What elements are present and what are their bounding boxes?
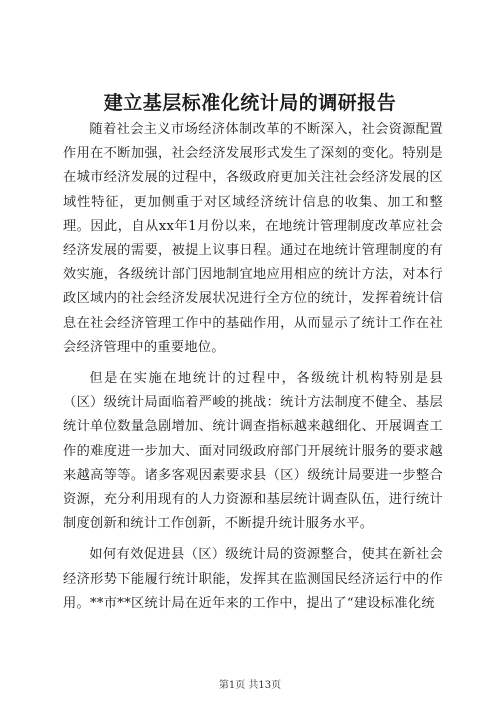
paragraph-2: 但是在实施在地统计的过程中，各级统计机构特别是县（区）级统计局面临着严峻的挑战：统计方法制度不健全、基层统计单位数量急剧增加、统计调查指标越来越细化、开展调查工作的难度进一步加大、面对同级政府部门开展统计服务的要求越来越高等等。诸多客观因素要求县（区）级统计局要进一步整合资源，充分利用现有的人力资源和基层统计调查队伍，进行统计制度创新和统计工作创新，不断提升统计服务水平。 [63, 371, 443, 532]
page-number-footer: 第1页 共13页 [218, 680, 282, 691]
paragraph-3: 如何有效促进县（区）级统计局的资源整合，使其在新社会经济形势下能履行统计职能，发挥其在监测国民经济运行中的作用。**市**区统计局在近年来的工作中，提出了“建设标准化统 [63, 547, 443, 611]
document-title: 建立基层标准化统计局的调研报告 [103, 92, 397, 114]
paragraph-1: 随着社会主义市场经济体制改革的不断深入，社会资源配置作用在不断加强，社会经济发展形式发生了深刻的变化。特别是在城市经济发展的过程中，各级政府更加关注社会经济发展的区域性特征，更加侧重于对区域经济统计信息的收集、加工和整理。因此，自从xx年1月份以来，在地统计管理制度改革应社会经济发展的需要，被提上议事日程。通过在地统计管理制度的有效实施，各级统计部门因地制宜地应用相应的统计方法，对本行政区域内的社会经济发展状况进行全方位的统计，发挥着统计信息在社会经济管理工作中的基础作用，从而显示了统计工作在社会经济管理中的重要地位。 [63, 122, 443, 355]
document-body [63, 118, 443, 623]
